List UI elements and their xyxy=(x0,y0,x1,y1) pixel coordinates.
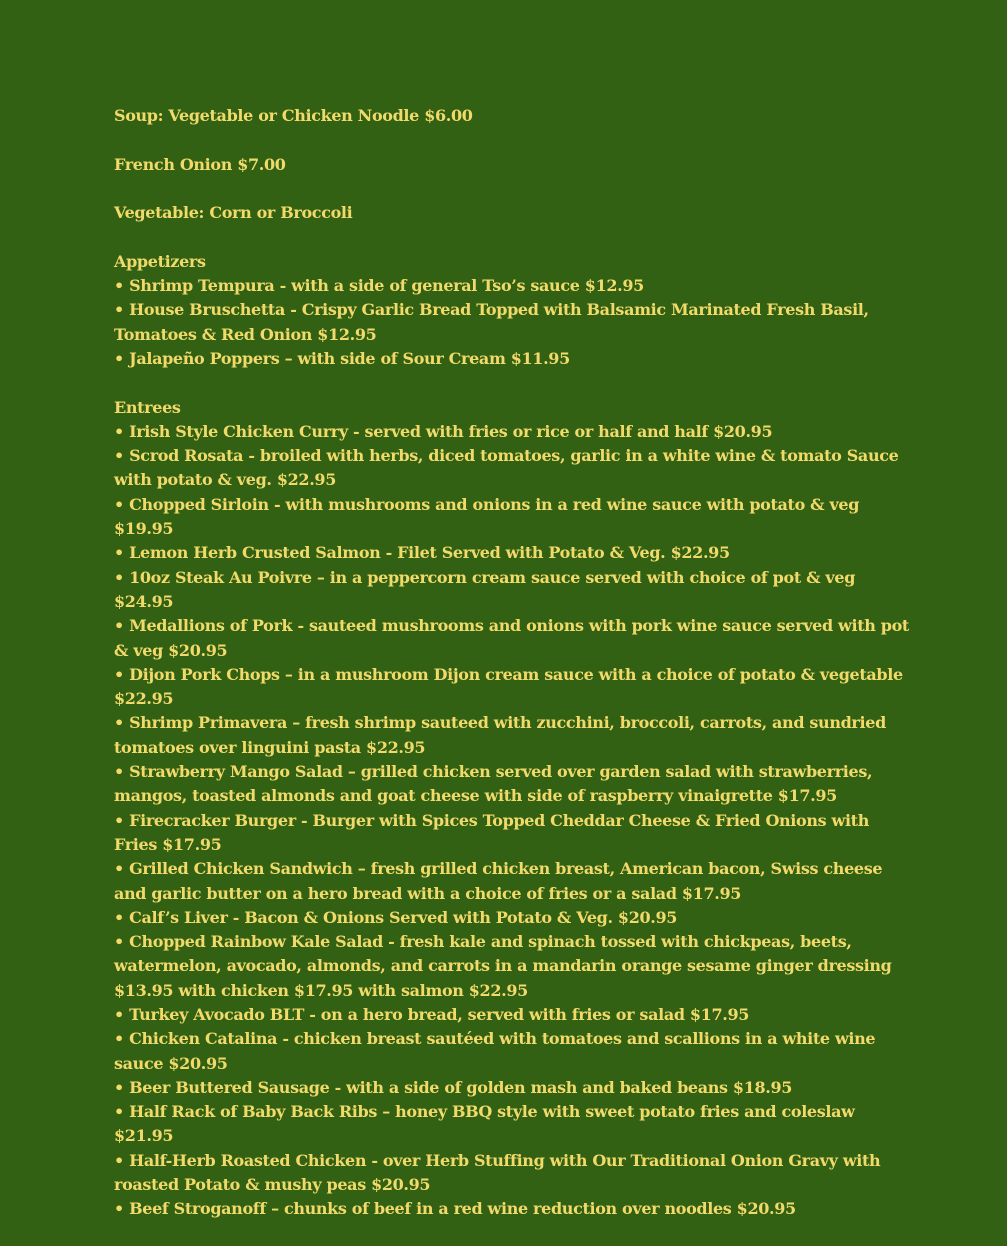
french-onion-line: French Onion $7.00 xyxy=(114,154,286,174)
menu-item: • Medallions of Pork - sauteed mushrooms and onions with pork wine sauce served with pot & veg $20.95 xyxy=(114,616,909,660)
menu-item: • Beef Stroganoff – chunks of beef in a red wine reduction over noodles $20.95 xyxy=(114,1199,796,1219)
menu-item: • Jalapeño Poppers – with side of Sour Cream $11.95 xyxy=(114,348,570,368)
menu-item: • Half Rack of Baby Back Ribs – honey BBQ style with sweet potato fries and coleslaw $21.95 xyxy=(114,1102,855,1146)
menu-item: • Firecracker Burger - Burger with Spices Topped Cheddar Cheese & Fried Onions with Fries $17.95 xyxy=(114,810,869,854)
menu-item: • Shrimp Primavera – fresh shrimp sauteed with zucchini, broccoli, carrots, and sundried tomatoes over linguini pasta $22.95 xyxy=(114,713,886,757)
vegetable-line: Vegetable: Corn or Broccoli xyxy=(114,203,353,223)
menu-item: • Calf’s Liver - Bacon & Onions Served with Potato & Veg. $20.95 xyxy=(114,907,678,927)
appetizers-list xyxy=(114,274,914,371)
menu-item: • Chicken Catalina - chicken breast sautéed with tomatoes and scallions in a white wine sauce $20.95 xyxy=(114,1029,876,1073)
entrees-list xyxy=(114,420,914,1222)
menu-item: • Chopped Sirloin - with mushrooms and onions in a red wine sauce with potato & veg $19.95 xyxy=(114,494,860,539)
menu-item: • Irish Style Chicken Curry - served with fries or rice or half and half $20.95 xyxy=(114,421,773,441)
menu-item: • Turkey Avocado BLT - on a hero bread, served with fries or salad $17.95 xyxy=(114,1004,750,1024)
menu-content xyxy=(114,104,914,1246)
menu-item: • Lemon Herb Crusted Salmon - Filet Served with Potato & Veg. $22.95 xyxy=(114,543,730,563)
menu-item: • 10oz Steak Au Poivre – in a peppercorn cream sauce served with choice of pot & veg $24.95 xyxy=(114,567,856,611)
menu-item: • Strawberry Mango Salad – grilled chicken served over garden salad with strawberries, mangos, toasted almonds and goat cheese with side of raspberry vinaigrette $17.95 xyxy=(114,762,873,806)
entrees-heading: Entrees xyxy=(114,397,181,417)
menu-item: • Shrimp Tempura - with a side of general Tso’s sauce $12.95 xyxy=(114,276,644,296)
menu-item: • Dijon Pork Chops – in a mushroom Dijon cream sauce with a choice of potato & vegetable $22.95 xyxy=(114,664,903,709)
entrees-section xyxy=(114,396,914,1222)
soup-line: Soup: Vegetable or Chicken Noodle $6.00 xyxy=(114,106,473,125)
menu-item: • Beer Buttered Sausage - with a side of golden mash and baked beans $18.95 xyxy=(114,1077,793,1097)
menu-item: • Grilled Chicken Sandwich – fresh grilled chicken breast, American bacon, Swiss cheese and garlic butter on a hero bread with a choice of fries or a salad $17.95 xyxy=(114,859,883,903)
appetizers-heading: Appetizers xyxy=(114,251,206,271)
appetizers-section xyxy=(114,250,914,371)
menu-item: • Half-Herb Roasted Chicken - over Herb Stuffing with Our Traditional Onion Gravy with roasted Potato & mushy peas $20.95 xyxy=(114,1150,881,1195)
menu-item: • House Bruschetta - Crispy Garlic Bread Topped with Balsamic Marinated Fresh Basil, Tomatoes & Red Onion $12.95 xyxy=(114,300,869,344)
menu-item: • Scrod Rosata - broiled with herbs, diced tomatoes, garlic in a white wine & tomato Sauce with potato & veg. $22.95 xyxy=(114,446,899,490)
menu-item: • Chopped Rainbow Kale Salad - fresh kale and spinach tossed with chickpeas, beets, watermelon, avocado, almonds, and carrots in a mandarin orange sesame ginger dressing $13.95 with chicken $17.95 with salmon $22.95 xyxy=(114,932,892,1000)
